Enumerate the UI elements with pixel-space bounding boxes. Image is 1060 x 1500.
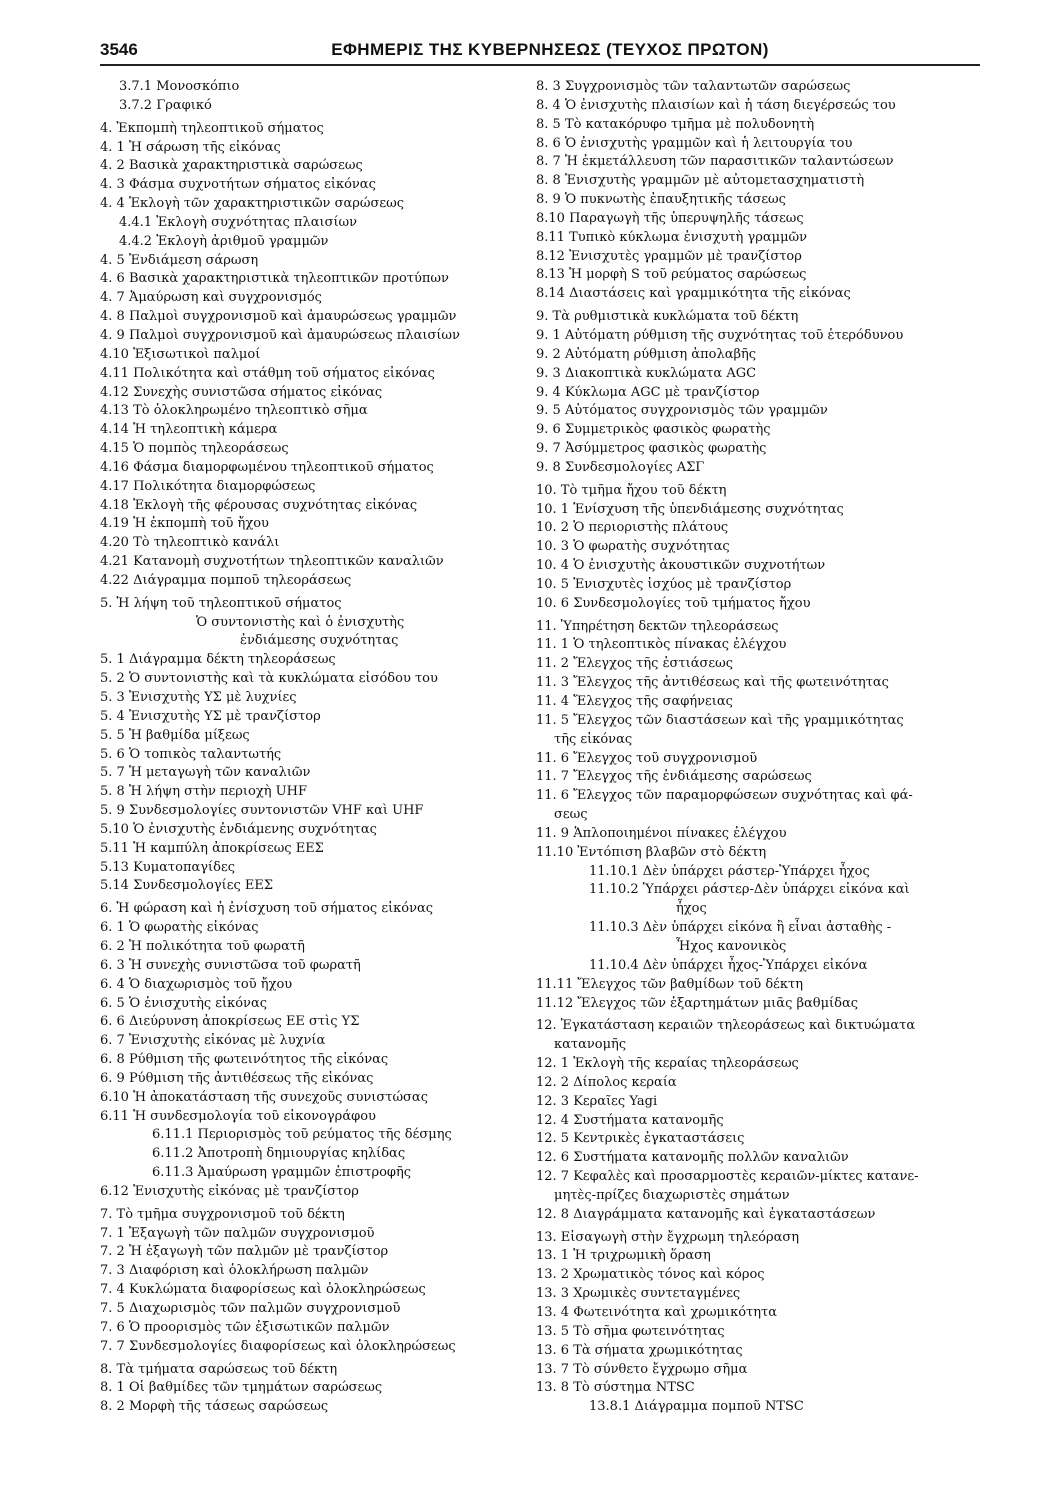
toc-entry: 3.7.2 Γραφικό — [119, 97, 212, 113]
toc-entry: 4.11 Πολικότητα καὶ στάθμη τοῦ σήματος εἰκόνας — [100, 365, 435, 381]
toc-entry: 4.16 Φάσμα διαμορφωμένου τηλεοπτικοῦ σήματος — [100, 459, 434, 475]
toc-entry: 11. 3 Ἔλεγχος τῆς ἀντιθέσεως καὶ τῆς φωτεινότητας — [536, 675, 889, 691]
toc-entry: 9. 1 Αὐτόματη ρύθμιση τῆς συχνότητας τοῦ ἑτερόδυνου — [536, 327, 904, 343]
toc-entry: 6. 4 Ὁ διαχωρισμὸς τοῦ ἤχου — [100, 976, 293, 992]
toc-entry: 4.10 Ἐξισωτικοὶ παλμοί — [100, 346, 261, 362]
toc-entry: 13. 8 Τὸ σύστημα NTSC — [536, 1380, 695, 1396]
toc-entry: 11. Ὑπηρέτηση δεκτῶν τηλεοράσεως — [536, 618, 779, 634]
toc-entry: 12. 5 Κεντρικὲς ἐγκαταστάσεις — [536, 1131, 745, 1147]
toc-entry: 11.10.2 Ὑπάρχει ράστερ-Δὲν ὑπάρχει εἰκόνα καὶ — [589, 882, 910, 898]
toc-entry: 5.14 Συνδεσμολογίες ΕΕΣ — [100, 878, 274, 894]
toc-entry: 5. 4 Ἐνισχυτὴς ΥΣ μὲ τρανζίστορ — [100, 708, 321, 724]
toc-entry: 13. 1 Ἡ τριχρωμικὴ ὅραση — [536, 1248, 711, 1264]
toc-entry: 7. Τὸ τμῆμα συγχρονισμοῦ τοῦ δέκτη — [100, 1206, 345, 1222]
toc-entry: 5. 3 Ἐνισχυτὴς ΥΣ μὲ λυχνίες — [100, 690, 297, 705]
toc-entry: κατανομῆς — [554, 1037, 627, 1053]
toc-entry: 5. 7 Ἡ μεταγωγὴ τῶν καναλιῶν — [100, 765, 311, 781]
toc-entry: 4. 3 Φάσμα συχνοτήτων σήματος εἰκόνας — [100, 177, 376, 193]
toc-entry: 8. 7 Ἡ ἐκμετάλλευση τῶν παρασιτικῶν ταλαντώσεων — [536, 154, 894, 170]
toc-entry: 8. 1 Οἱ βαθμίδες τῶν τμημάτων σαρώσεως — [100, 1380, 383, 1396]
toc-entry: 11. 1 Ὁ τηλεοπτικὸς πίνακας ἐλέγχου — [536, 637, 787, 653]
toc-entry: 10. 6 Συνδεσμολογίες τοῦ τμήματος ἤχου — [536, 595, 811, 611]
toc-entry: 4.21 Κατανομὴ συχνοτήτων τηλεοπτικῶν καναλιῶν — [100, 554, 444, 570]
toc-entry: 11.12 Ἔλεγχος τῶν ἐξαρτημάτων μιᾶς βαθμίδας — [536, 995, 859, 1011]
toc-entry: 4.15 Ὁ πομπὸς τηλεοράσεως — [100, 441, 289, 457]
toc-entry: 4. 5 Ἐνδιάμεση σάρωση — [100, 252, 259, 268]
toc-entry: μητὲς-πρίζες διαχωριστὲς σημάτων — [554, 1187, 790, 1203]
toc-entry: 9. 8 Συνδεσμολογίες ΑΣΓ — [536, 459, 705, 475]
toc-entry: 8. 5 Τὸ κατακόρυφο τμῆμα μὲ πολυδονητὴ — [536, 116, 815, 132]
toc-entry: 4.19 Ἡ ἐκπομπὴ τοῦ ἤχου — [100, 516, 269, 532]
toc-entry: 4.14 Ἡ τηλεοπτικὴ κάμερα — [100, 422, 278, 438]
toc-entry: 11. 5 Ἔλεγχος τῶν διαστάσεων καὶ τῆς γραμμικότητας — [536, 712, 904, 728]
toc-entry: ἦχος — [676, 901, 707, 917]
toc-entry: 7. 1 Ἐξαγωγὴ τῶν παλμῶν συγχρονισμοῦ — [100, 1225, 375, 1241]
toc-entry: 9. 4 Κύκλωμα AGC μὲ τρανζίστορ — [536, 384, 760, 400]
toc-entry: 6. 7 Ἐνισχυτὴς εἰκόνας μὲ λυχνία — [100, 1033, 326, 1049]
toc-entry: 12. 2 Δίπολος κεραία — [536, 1074, 677, 1090]
toc-entry: 11.10.1 Δὲν ὑπάρχει ράστερ-Ὑπάρχει ἦχος — [589, 863, 870, 879]
left-column — [100, 78, 540, 1417]
toc-entry: 13. 3 Χρωμικὲς συντεταγμένες — [536, 1286, 741, 1302]
toc-entry: 6. 8 Ρύθμιση τῆς φωτεινότητος τῆς εἰκόνας — [100, 1052, 389, 1068]
toc-entry: 4.4.2 Ἐκλογὴ ἀριθμοῦ γραμμῶν — [119, 233, 329, 249]
toc-entry: 4.22 Διάγραμμα πομποῦ τηλεοράσεως — [100, 572, 352, 588]
toc-entry: 9. 2 Αὐτόματη ρύθμιση ἀπολαβῆς — [536, 346, 757, 362]
toc-entry: 4. 7 Ἀμαύρωση καὶ συγχρονισμός — [100, 290, 322, 306]
toc-entry: 11. 7 Ἔλεγχος τῆς ἐνδιάμεσης σαρώσεως — [536, 769, 812, 785]
toc-entry: 11. 4 Ἔλεγχος τῆς σαφήνειας — [536, 694, 733, 709]
toc-entry: 5. 8 Ἡ λήψη στὴν περιοχὴ UHF — [100, 784, 307, 800]
toc-entry: 10. Τὸ τμῆμα ἤχου τοῦ δέκτη — [536, 482, 727, 498]
toc-entry: 6. 2 Ἡ πολικότητα τοῦ φωρατῆ — [100, 938, 305, 954]
toc-entry: 6.11.3 Ἀμαύρωση γραμμῶν ἐπιστροφῆς — [152, 1165, 412, 1181]
toc-entry: 10. 4 Ὁ ἐνισχυτὴς ἀκουστικῶν συχνοτήτων — [536, 558, 826, 574]
gazette-title: ΕΦΗΜΕΡΙΣ ΤΗΣ ΚΥΒΕΡΝΗΣΕΩΣ (ΤΕΥΧΟΣ ΠΡΩΤΟΝ) — [331, 40, 769, 59]
toc-entry: Ὁ συντονιστὴς καὶ ὁ ἐνισχυτὴς — [196, 614, 405, 630]
toc-entry: 8.11 Τυπικὸ κύκλωμα ἐνισχυτὴ γραμμῶν — [536, 229, 808, 245]
toc-entry: 6. 1 Ὁ φωρατὴς εἰκόνας — [100, 920, 259, 936]
toc-entry: 13. 7 Τὸ σύνθετο ἔγχρωμο σῆμα — [536, 1361, 748, 1377]
toc-entry: 8.10 Παραγωγὴ τῆς ὑπερυψηλῆς τάσεως — [536, 210, 804, 226]
toc-entry: 4.18 Ἐκλογὴ τῆς φέρουσας συχνότητας εἰκόνας — [100, 497, 418, 513]
toc-entry: 9. 7 Ἀσύμμετρος φασικὸς φωρατὴς — [536, 441, 767, 457]
toc-entry: 8.12 Ἐνισχυτὲς γραμμῶν μὲ τρανζίστορ — [536, 248, 802, 264]
toc-entry: 10. 2 Ὁ περιοριστὴς πλάτους — [536, 520, 729, 536]
toc-entry: 11. 6 Ἔλεγχος τοῦ συγχρονισμοῦ — [536, 750, 758, 766]
toc-entry: 9. 5 Αὐτόματος συγχρονισμὸς τῶν γραμμῶν — [536, 403, 828, 419]
toc-entry: 4.20 Τὸ τηλεοπτικὸ κανάλι — [100, 535, 280, 551]
toc-entry: 12. 6 Συστήματα κατανομῆς πολλῶν καναλιῶν — [536, 1150, 849, 1166]
toc-entry: 12. 4 Συστήματα κατανομῆς — [536, 1112, 724, 1128]
toc-entry: 4. 1 Ἡ σάρωση τῆς εἰκόνας — [100, 139, 281, 155]
toc-entry: 7. 4 Κυκλώματα διαφορίσεως καὶ ὁλοκληρώσεως — [100, 1282, 426, 1298]
toc-entry: Ἦχος κανονικὸς — [676, 938, 787, 954]
toc-entry: 5. 1 Διάγραμμα δέκτη τηλεοράσεως — [100, 652, 336, 668]
toc-entry: 5.13 Κυματοπαγίδες — [100, 859, 235, 875]
toc-entry: 7. 2 Ἡ ἐξαγωγὴ τῶν παλμῶν μὲ τρανζίστορ — [100, 1244, 389, 1260]
toc-entry: 8.14 Διαστάσεις καὶ γραμμικότητα τῆς εἰκόνας — [536, 286, 851, 302]
toc-entry: 7. 7 Συνδεσμολογίες διαφορίσεως καὶ ὁλοκληρώσεως — [100, 1338, 456, 1354]
toc-entry: 13. 6 Τὰ σήματα χρωμικότητας — [536, 1342, 743, 1358]
toc-entry: 12. 1 Ἐκλογὴ τῆς κεραίας τηλεοράσεως — [536, 1056, 799, 1072]
toc-entry: 6.11.2 Ἀποτροπὴ δημιουργίας κηλίδας — [152, 1146, 406, 1162]
toc-entry: 9. 6 Συμμετρικὸς φασικὸς φωρατὴς — [536, 422, 771, 438]
page-header — [0, 0, 1060, 68]
toc-entry: 4. 6 Βασικὰ χαρακτηριστικὰ τηλεοπτικῶν προτύπων — [100, 271, 449, 287]
toc-entry: 9. Τὰ ρυθμιστικὰ κυκλώματα τοῦ δέκτη — [536, 309, 799, 325]
toc-entry: 7. 3 Διαφόριση καὶ ὁλοκλήρωση παλμῶν — [100, 1263, 369, 1279]
toc-entry: 6.11.1 Περιορισμὸς τοῦ ρεύματος τῆς δέσμης — [152, 1127, 452, 1143]
toc-entry: 8. 6 Ὁ ἐνισχυτὴς γραμμῶν καὶ ἡ λειτουργία του — [536, 135, 853, 151]
toc-entry: 11. 6 Ἔλεγχος τῶν παραμορφώσεων συχνότητας καὶ φά- — [536, 788, 913, 804]
toc-entry: 13. 4 Φωτεινότητα καὶ χρωμικότητα — [536, 1305, 778, 1320]
toc-entry: 11. 9 Ἁπλοποιημένοι πίνακες ἐλέγχου — [536, 825, 787, 841]
toc-entry: 4. Ἐκπομπὴ τηλεοπτικοῦ σήματος — [100, 120, 324, 136]
toc-entry: 8. 4 Ὁ ἐνισχυτὴς πλαισίων καὶ ἡ τάση διεγέρσεώς του — [536, 97, 896, 113]
toc-entry: 6.10 Ἡ ἀποκατάσταση τῆς συνεχοῦς συνιστώσας — [100, 1089, 428, 1105]
toc-entry: 8.13 Ἡ μορφὴ S τοῦ ρεύματος σαρώσεως — [536, 267, 807, 283]
toc-entry: 13. Εἰσαγωγὴ στὴν ἔγχρωμη τηλεόραση — [536, 1229, 800, 1245]
toc-entry: 11.10.3 Δὲν ὑπάρχει εἰκόνα ἢ εἶναι ἀσταθὴς - — [589, 920, 892, 936]
header-rule — [100, 64, 980, 66]
toc-entry: 5. 5 Ἡ βαθμίδα μίξεως — [100, 727, 250, 743]
toc-entry: 10. 1 Ἐνίσχυση τῆς ὑπενδιάμεσης συχνότητας — [536, 501, 844, 517]
toc-entry: 8. Τὰ τμήματα σαρώσεως τοῦ δέκτη — [100, 1361, 338, 1377]
toc-entry: 8. 9 Ὁ πυκνωτὴς ἐπαυξητικῆς τάσεως — [536, 192, 786, 208]
toc-entry: 6. 5 Ὁ ἐνισχυτὴς εἰκόνας — [100, 995, 268, 1011]
right-column — [536, 78, 986, 1417]
toc-entry: 6. Ἡ φώραση καὶ ἡ ἐνίσχυση τοῦ σήματος εἰκόνας — [100, 901, 434, 917]
toc-entry: 4.4.1 Ἐκλογὴ συχνότητας πλαισίων — [119, 214, 358, 230]
toc-entry: 5. 9 Συνδεσμολογίες συντονιστῶν VHF καὶ UHF — [100, 803, 424, 819]
toc-entry: 10. 3 Ὁ φωρατὴς συχνότητας — [536, 539, 730, 555]
toc-entry: 4. 8 Παλμοὶ συγχρονισμοῦ καὶ ἀμαυρώσεως γραμμῶν — [100, 309, 457, 325]
toc-entry: 5. 6 Ὁ τοπικὸς ταλαντωτής — [100, 746, 282, 762]
toc-entry: 6.11 Ἡ συνδεσμολογία τοῦ εἰκονογράφου — [100, 1108, 376, 1124]
toc-entry: 8. 2 Μορφὴ τῆς τάσεως σαρώσεως — [100, 1399, 329, 1415]
toc-entry: τῆς εἰκόνας — [554, 731, 633, 747]
toc-entry: 6. 6 Διεύρυνση ἀποκρίσεως ΕΕ στὶς ΥΣ — [100, 1014, 360, 1030]
toc-entry: 4.12 Συνεχὴς συνιστῶσα σήματος εἰκόνας — [100, 384, 383, 400]
toc-entry: 5.10 Ὁ ἐνισχυτὴς ἐνδιάμενης συχνότητας — [100, 821, 377, 837]
toc-entry: 3.7.1 Μονοσκόπιο — [119, 79, 240, 94]
toc-entry: 12. 3 Κεραῖες Yagi — [536, 1093, 658, 1109]
toc-entry: 5. 2 Ὁ συντονιστὴς καὶ τὰ κυκλώματα εἰσόδου του — [100, 671, 438, 687]
toc-entry: σεως — [554, 807, 588, 823]
toc-entry: 10. 5 Ἐνισχυτὲς ἰσχύος μὲ τρανζίστορ — [536, 576, 792, 592]
toc-entry: 4. 2 Βασικὰ χαρακτηριστικὰ σαρώσεως — [100, 158, 363, 174]
toc-entry: 13.8.1 Διάγραμμα πομποῦ NTSC — [589, 1399, 804, 1415]
toc-entry: 11.10.4 Δὲν ὑπάρχει ἦχος-Ὑπάρχει εἰκόνα — [589, 957, 868, 973]
toc-entry: 11. 2 Ἔλεγχος τῆς ἐστιάσεως — [536, 656, 733, 672]
toc-entry: ἐνδιάμεσης συχνότητας — [240, 633, 399, 649]
toc-entry: 12. 8 Διαγράμματα κατανομῆς καὶ ἐγκαταστάσεων — [536, 1206, 876, 1222]
toc-entry: 7. 6 Ὁ προορισμὸς τῶν ἐξισωτικῶν παλμῶν — [100, 1319, 390, 1335]
toc-entry: 12. Ἐγκατάσταση κεραιῶν τηλεοράσεως καὶ δικτυώματα — [536, 1018, 916, 1034]
toc-entry: 4. 4 Ἐκλογὴ τῶν χαρακτηριστικῶν σαρώσεως — [100, 196, 404, 212]
toc-entry: 11.10 Ἐντόπιση βλαβῶν στὸ δέκτη — [536, 844, 767, 860]
toc-entry: 6.12 Ἐνισχυτὴς εἰκόνας μὲ τρανζίστορ — [100, 1183, 359, 1199]
toc-entry: 6. 3 Ἡ συνεχὴς συνιστῶσα τοῦ φωρατῆ — [100, 957, 361, 973]
toc-entry: 4. 9 Παλμοὶ συγχρονισμοῦ καὶ ἀμαυρώσεως πλαισίων — [100, 327, 460, 343]
toc-entry: 9. 3 Διακοπτικὰ κυκλώματα AGC — [536, 365, 757, 381]
page-number: 3546 — [100, 40, 138, 59]
toc-entry: 12. 7 Κεφαλὲς καὶ προσαρμοστὲς κεραιῶν-μίκτες κατανε- — [536, 1169, 919, 1185]
toc-entry: 5. Ἡ λήψη τοῦ τηλεοπτικοῦ σήματος — [100, 595, 342, 611]
toc-entry: 8. 8 Ἐνισχυτὴς γραμμῶν μὲ αὐτομετασχηματιστὴ — [536, 173, 865, 189]
toc-entry: 8. 3 Συγχρονισμὸς τῶν ταλαντωτῶν σαρώσεως — [536, 79, 851, 94]
toc-entry: 7. 5 Διαχωρισμὸς τῶν παλμῶν συγχρονισμοῦ — [100, 1301, 401, 1316]
toc-entry: 5.11 Ἡ καμπύλη ἀποκρίσεως ΕΕΣ — [100, 840, 324, 856]
toc-entry: 11.11 Ἔλεγχος τῶν βαθμίδων τοῦ δέκτη — [536, 976, 803, 992]
toc-entry: 4.13 Τὸ ὁλοκληρωμένο τηλεοπτικὸ σῆμα — [100, 403, 368, 419]
toc-entry: 13. 5 Τὸ σῆμα φωτεινότητας — [536, 1323, 725, 1339]
toc-entry: 13. 2 Χρωματικὸς τόνος καὶ κόρος — [536, 1267, 765, 1283]
toc-entry: 6. 9 Ρύθμιση τῆς ἀντιθέσεως τῆς εἰκόνας — [100, 1070, 374, 1086]
toc-entry: 4.17 Πολικότητα διαμορφώσεως — [100, 478, 316, 494]
